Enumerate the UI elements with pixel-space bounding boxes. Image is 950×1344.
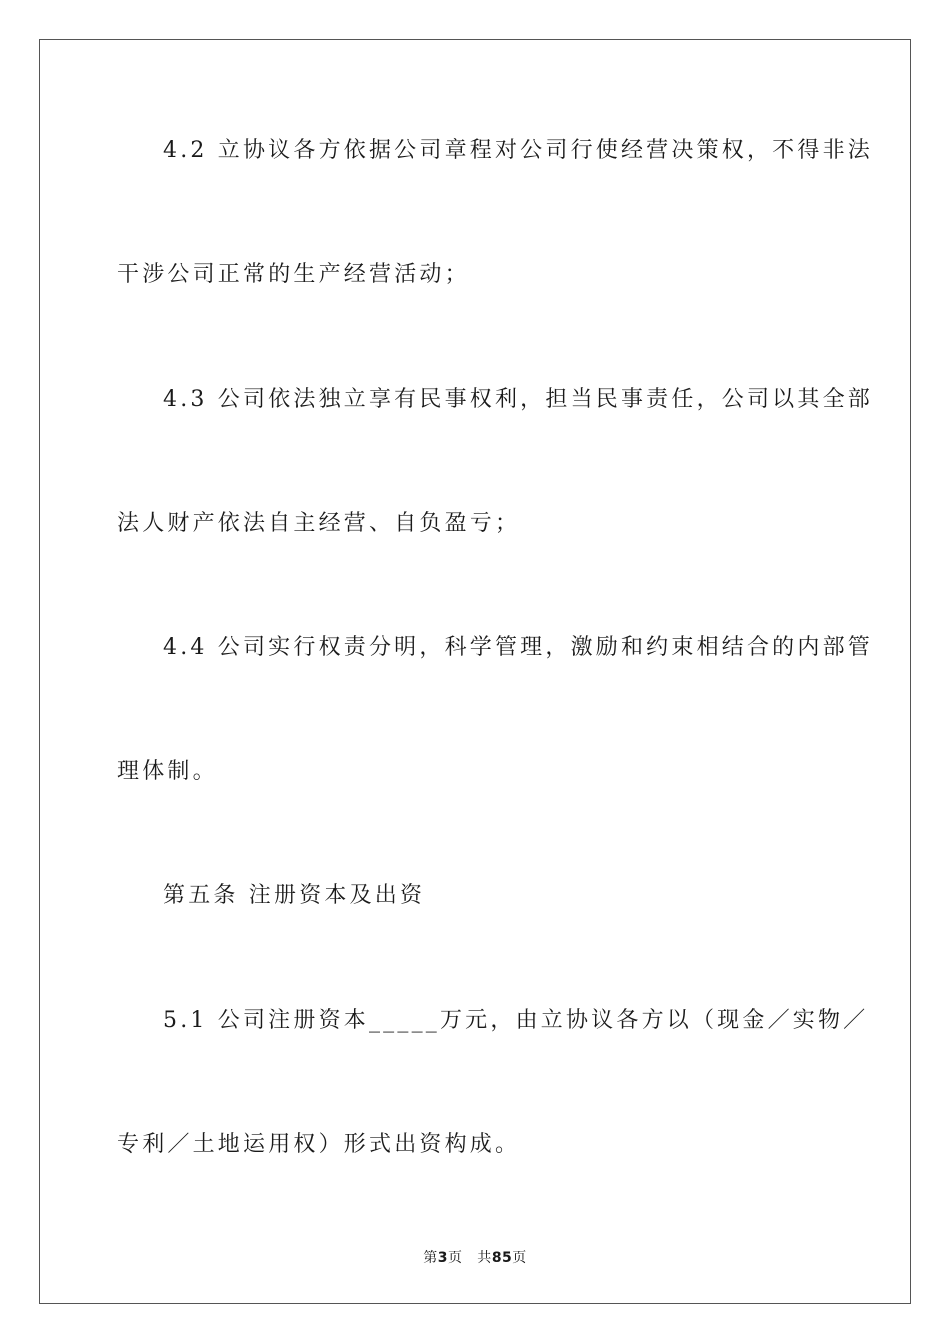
footer-current-page: 3 <box>437 1250 448 1266</box>
clause-4-3-line-2: 法人财产依法自主经营、自负盈亏； <box>117 511 521 536</box>
page-border <box>39 39 911 1304</box>
footer-prefix: 第 <box>423 1250 438 1266</box>
clause-4-2-line-2: 干涉公司正常的生产经营活动； <box>117 262 470 287</box>
clause-4-4-line-2: 理体制。 <box>117 759 218 784</box>
clause-4-3-line-1: 4.3 公司依法独立享有民事权利，担当民事责任，公司以其全部 <box>163 387 873 412</box>
footer-suffix: 页 <box>512 1250 527 1266</box>
footer-total-pages: 85 <box>491 1250 513 1266</box>
article-5-heading: 第五条 注册资本及出资 <box>163 883 426 908</box>
clause-4-4-line-1: 4.4 公司实行权责分明，科学管理，激励和约束相结合的内部管 <box>163 635 873 660</box>
clause-4-2-line-1: 4.2 立协议各方依据公司章程对公司行使经营决策权，不得非法 <box>163 138 873 163</box>
clause-5-1-line-1: 5.1 公司注册资本_____万元，由立协议各方以（现金／实物／ <box>163 1008 869 1033</box>
footer-middle: 页 共 <box>447 1250 492 1266</box>
page-number-footer <box>0 1247 950 1267</box>
clause-5-1-line-2: 专利／土地运用权）形式出资构成。 <box>117 1132 521 1157</box>
